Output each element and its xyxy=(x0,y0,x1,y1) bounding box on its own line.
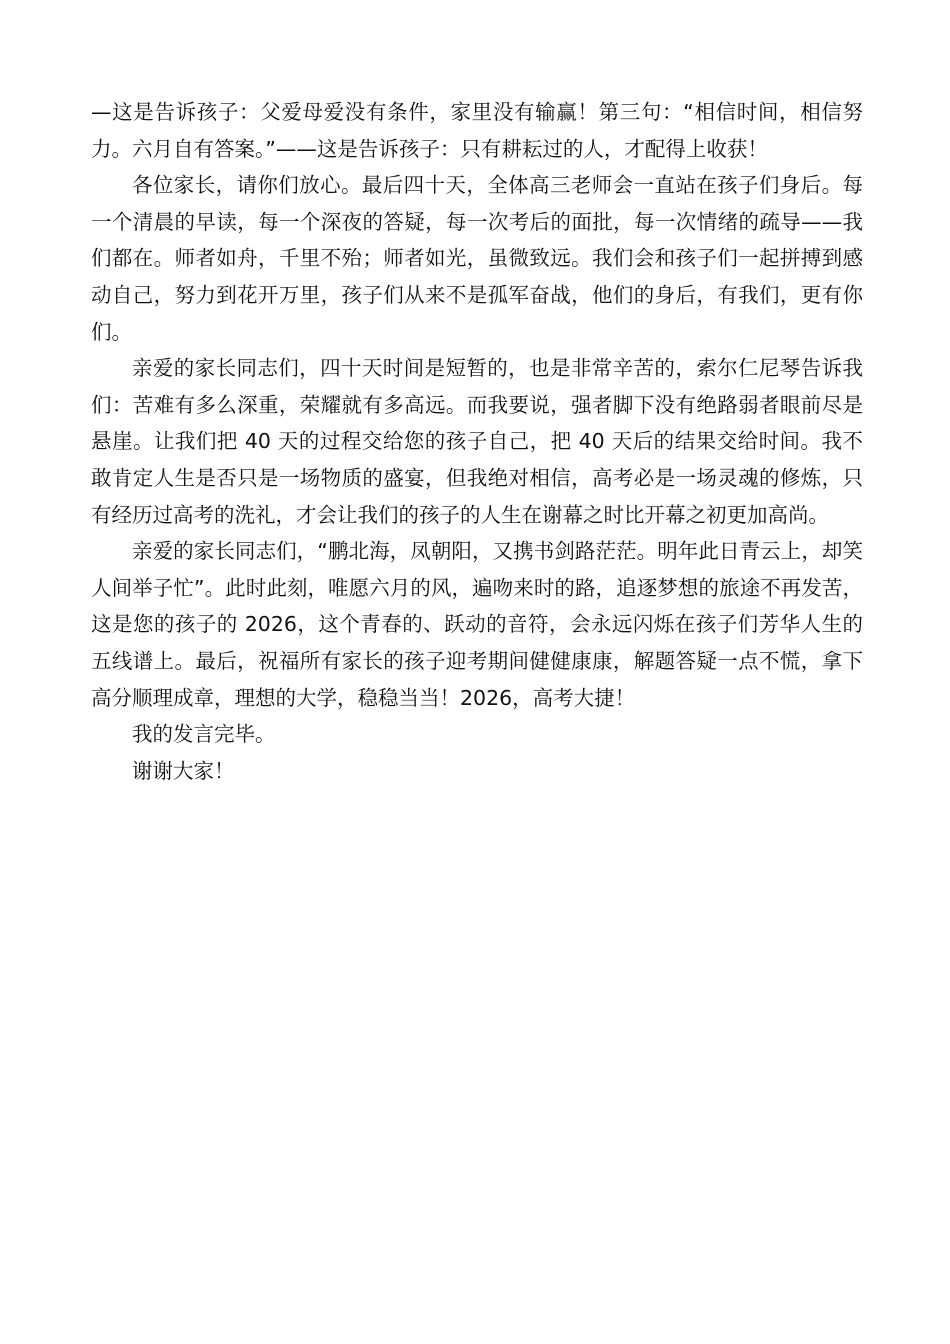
paragraph-1: —这是告诉孩子：父爱母爱没有条件，家里没有输赢！第三句：“相信时间，相信努力。六月自有答案。”——这是告诉孩子：只有耕耘过的人，才配得上收获！ xyxy=(91,100,863,161)
document-body xyxy=(91,94,863,789)
paragraph-3: 亲爱的家长同志们，四十天时间是短暂的，也是非常辛苦的，索尔仁尼琴告诉我们：苦难有多么深重，荣耀就有多高远。而我要说，强者脚下没有绝路弱者眼前尽是悬崖。让我们把 40 天的过程交给您的孩子自己，把 40 天后的结果交给时间。我不敢肯定人生是否只是一场物质的盛宴，但我绝对相信，高考必是一场灵魂的修炼，只有经历过高考的洗礼，才会让我们的孩子的人生在谢幕之时比开幕之初更加高尚。 xyxy=(91,356,863,527)
paragraph-4: 亲爱的家长同志们，“鹏北海，凤朝阳，又携书剑路茫茫。明年此日青云上，却笑人间举子忙”。此时此刻，唯愿六月的风，遍吻来时的路，追逐梦想的旅途不再发苦，这是您的孩子的 2026，这个青春的、跃动的音符，会永远闪烁在孩子们芳华人生的五线谱上。最后，祝福所有家长的孩子迎考期间健健康康，解题答疑一点不慌，拿下高分顺理成章，理想的大学，稳稳当当！2026，高考大捷！ xyxy=(91,539,863,710)
thanks-line: 谢谢大家！ xyxy=(132,758,235,783)
closing-statement: 我的发言完毕。 xyxy=(132,722,276,747)
paragraph-2: 各位家长，请你们放心。最后四十天，全体高三老师会一直站在孩子们身后。每一个清晨的早读，每一个深夜的答疑，每一次考后的面批，每一次情绪的疏导——我们都在。师者如舟，千里不殆；师者如光，虽微致远。我们会和孩子们一起拼搏到感动自己，努力到花开万里，孩子们从来不是孤军奋战，他们的身后，有我们，更有你们。 xyxy=(91,173,863,344)
